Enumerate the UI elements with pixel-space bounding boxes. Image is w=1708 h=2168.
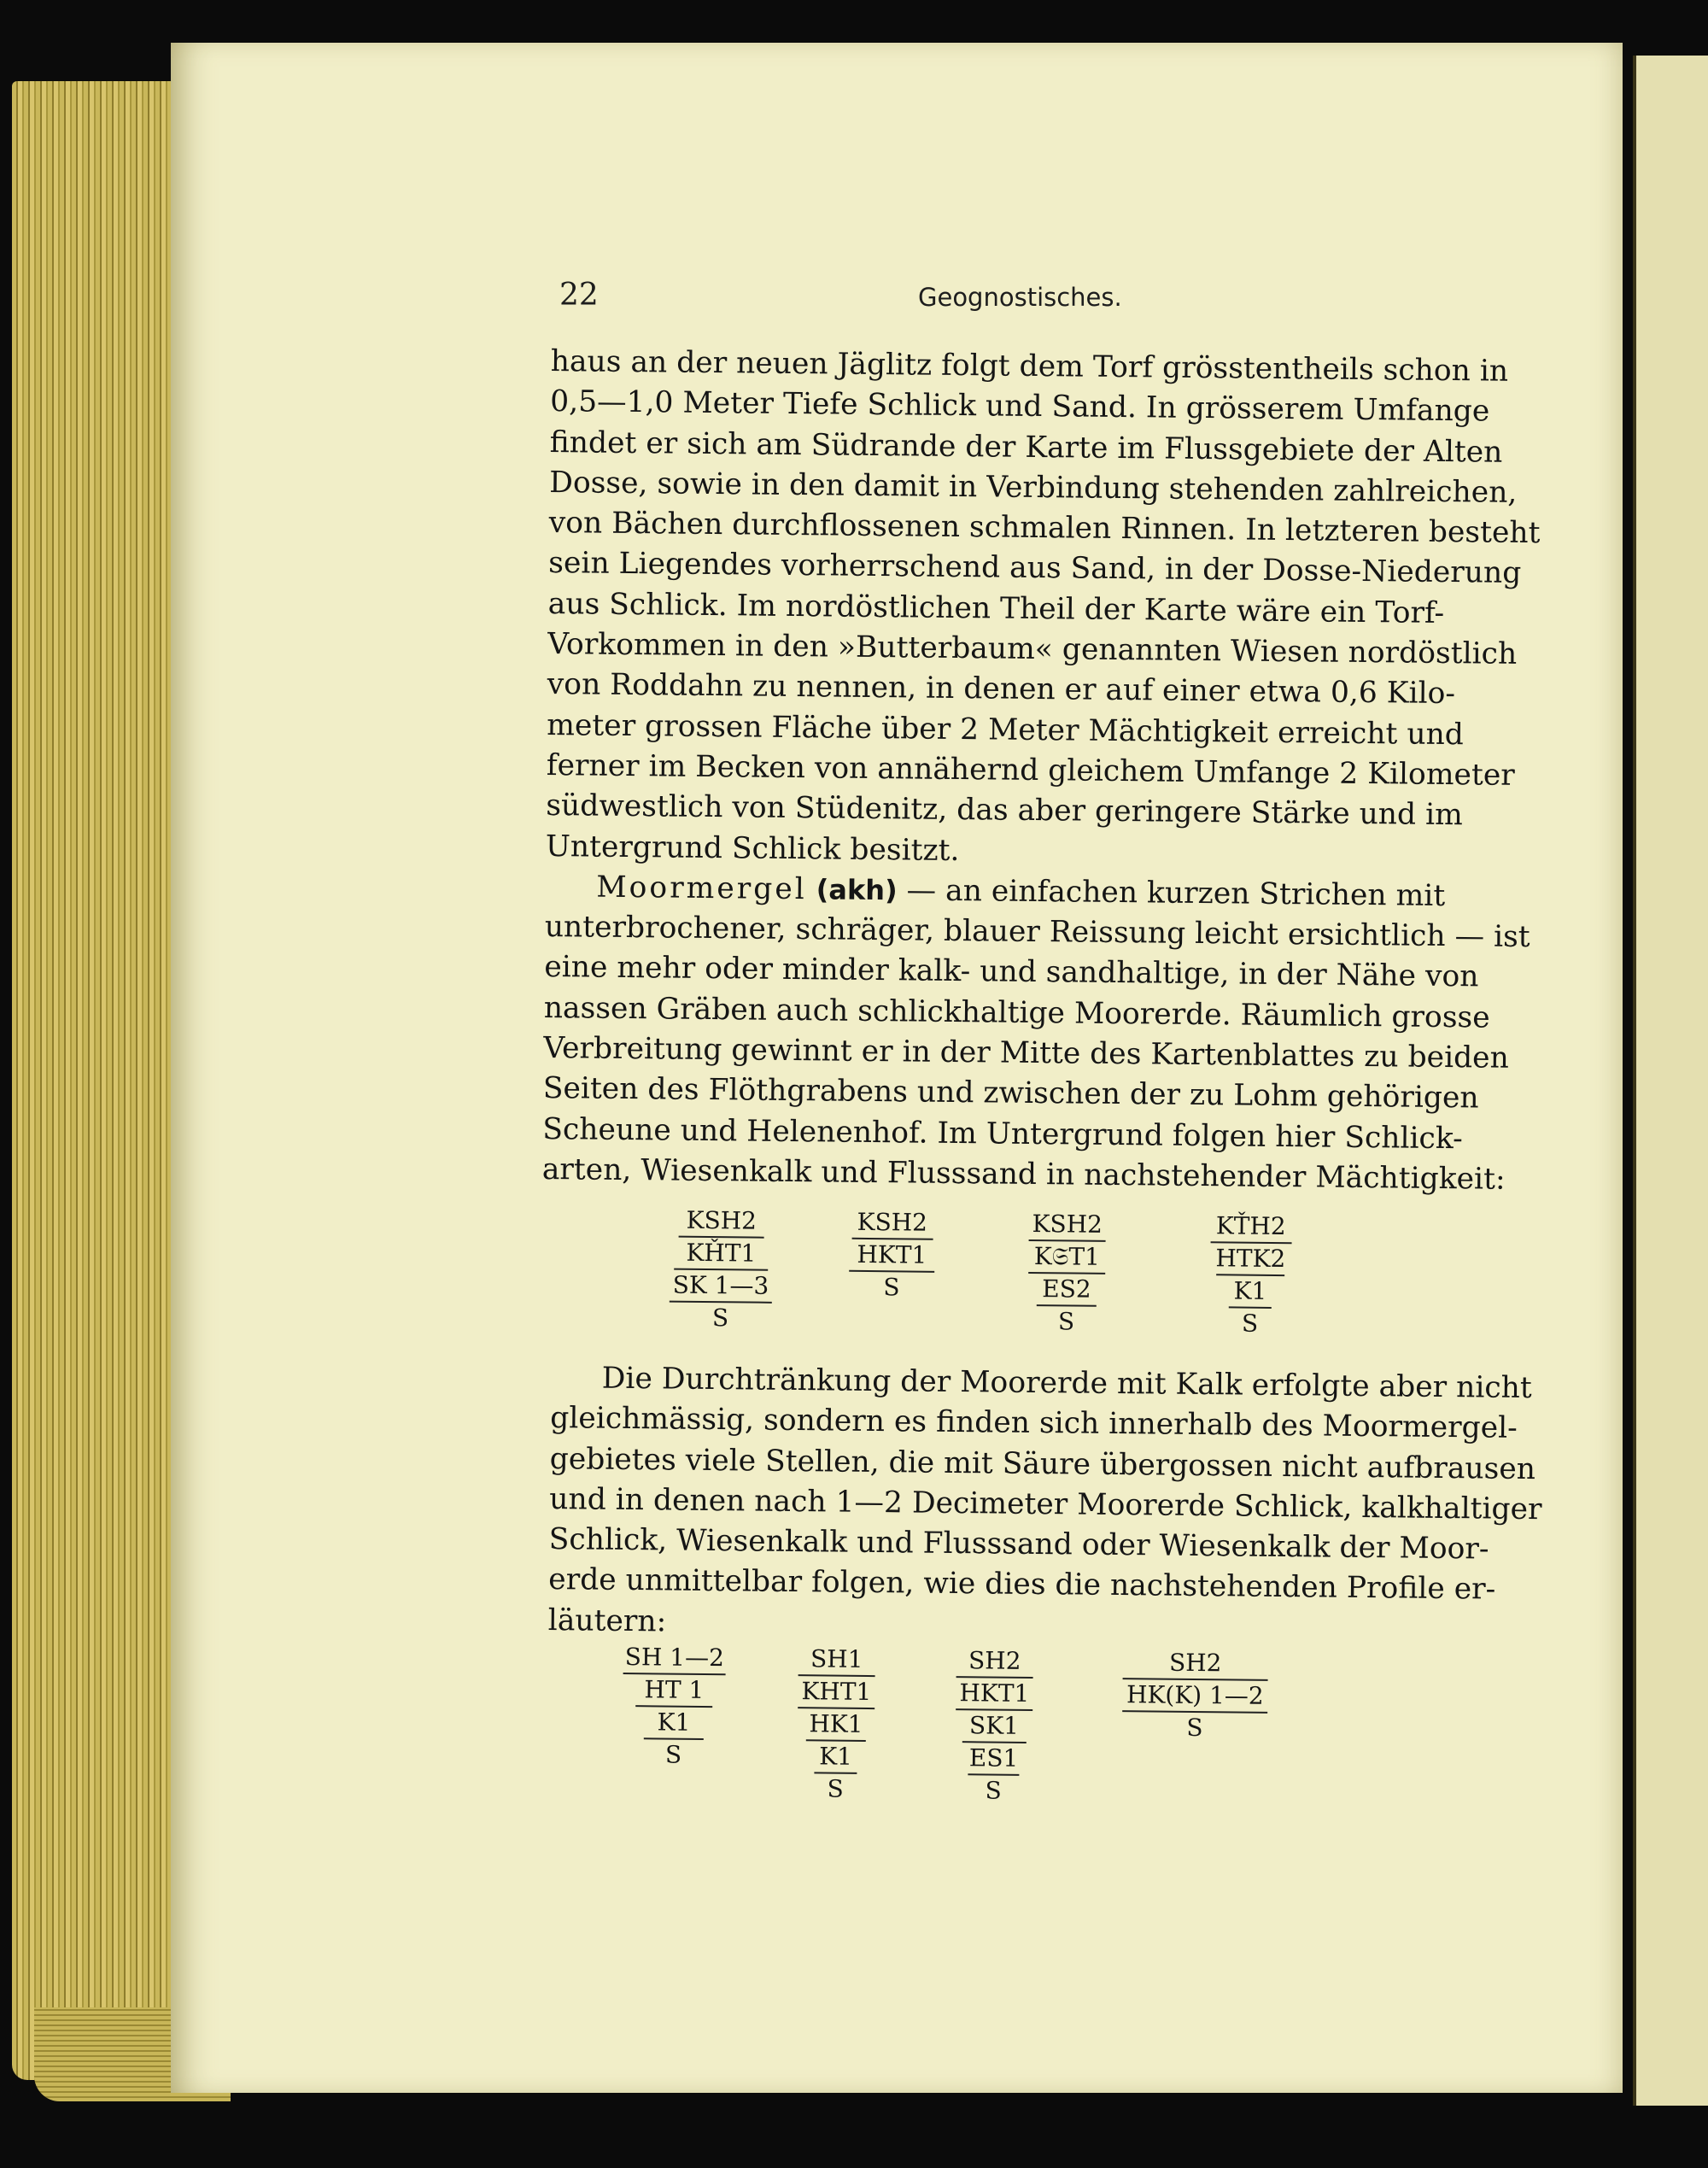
paragraph-moormergel: [541, 867, 1530, 1199]
profile-layer: KSH2: [1032, 1210, 1103, 1239]
profile-fraction: [617, 1642, 730, 1771]
profile-layer: HK1: [809, 1709, 863, 1738]
profile-layer: HK(K) 1—2: [1126, 1680, 1264, 1710]
text-line: 0,5—1,0 Meter Tiefe Schlick und Sand. In grösserem Umfange: [550, 384, 1490, 429]
text-line: nassen Gräben auch schlickhaltige Moorerde. Räumlich grosse: [543, 990, 1490, 1035]
profile-layer: SH 1—2: [624, 1643, 725, 1673]
text-line: sein Liegendes vorherrschend aus Sand, in der Dosse-Niederung: [548, 546, 1522, 591]
profile-layer: HKT1: [857, 1239, 927, 1269]
profile-group-2: [622, 1642, 1375, 1805]
text-block-bottom: [547, 1358, 1542, 1650]
profile-fraction: [664, 1205, 777, 1334]
profile-layer: SH1: [810, 1644, 863, 1673]
text-line: von Roddahn zu nennen, in denen er auf einer etwa 0,6 Kilo-: [547, 667, 1456, 712]
text-block-top: [541, 342, 1541, 1199]
text-line: Untergrund Schlick besitzt.: [545, 829, 960, 868]
text-line: eine mehr oder minder kalk- und sandhaltige, in der Nähe von: [544, 950, 1479, 994]
text-line: Schlick, Wiesenkalk und Flusssand oder Wiesenkalk der Moor-: [548, 1522, 1489, 1567]
text-line: arten, Wiesenkalk und Flusssand in nachstehender Mächtigkeit:: [541, 1151, 1506, 1197]
profile-fraction: [788, 1644, 884, 1805]
profile-fraction: [946, 1645, 1042, 1807]
text-line: meter grossen Fläche über 2 Meter Mächtigkeit erreicht und: [547, 707, 1465, 752]
profile-layer: K1: [1233, 1276, 1267, 1305]
text-line: Verbreitung gewinnt er in der Mitte des Kartenblattes zu beiden: [543, 1031, 1510, 1075]
text-run: — an einfachen kurzen Strichen mit: [897, 873, 1446, 913]
profile-layer: SK 1—3: [672, 1270, 769, 1300]
text-line: Vorkommen in den »Butterbaum« genannten Wiesen nordöstlich: [547, 627, 1518, 671]
text-line: aus Schlick. Im nordöstlichen Theil der Karte wäre ein Torf-: [547, 586, 1445, 630]
profile-group-1: [622, 1204, 1375, 1357]
text-line: gebietes viele Stellen, die mit Säure übergossen nicht aufbrausen: [549, 1441, 1536, 1486]
profile-layer: S: [664, 1740, 682, 1769]
profile-layer: ES2: [1042, 1274, 1091, 1304]
text-line: unterbrochener, schräger, blauer Reissung leicht ersichtlich — ist: [544, 910, 1530, 955]
profile-fraction: [1118, 1647, 1272, 1744]
profile-fraction: [1019, 1209, 1114, 1338]
page-number: 22: [559, 278, 599, 313]
text-line: erde unmittelbar folgen, wie dies die nachstehenden Profile er-: [548, 1562, 1496, 1608]
profile-layer: S: [1186, 1713, 1203, 1743]
facing-page-edge: [1633, 56, 1708, 2106]
text-line: Scheune und Helenenhof. Im Untergrund folgen hier Schlick-: [542, 1111, 1464, 1156]
profile-layer: HTK2: [1215, 1244, 1286, 1274]
profile-layer: KSH2: [857, 1207, 928, 1237]
profile-layer: S: [985, 1776, 1002, 1805]
profile-layer: ES1: [968, 1743, 1019, 1772]
profile-fraction: [1202, 1210, 1298, 1339]
profile-layer: KŤH2: [1215, 1211, 1286, 1241]
profile-layer: KHT1: [801, 1677, 872, 1707]
text-line: Dosse, sowie in den damit in Verbindung stehenden zahlreichen,: [549, 465, 1518, 510]
term-moormergel: Moormergel: [596, 870, 808, 907]
text-line: südwestlich von Stüdenitz, das aber geringere Stärke und im: [546, 788, 1464, 833]
profile-layer: K𝔖T1: [1033, 1242, 1101, 1271]
profile-layer: S: [1241, 1309, 1259, 1338]
profile-fraction: [845, 1207, 939, 1304]
paragraph-torf-continued: [545, 342, 1541, 876]
profile-layer: S: [711, 1304, 729, 1333]
profile-layer: K1: [819, 1742, 853, 1771]
text-line: haus an der neuen Jäglitz folgt dem Torf grösstentheils schon in: [550, 343, 1509, 389]
profile-layer: SK1: [968, 1711, 1020, 1740]
text-line: ferner im Becken von annähernd gleichem Umfange 2 Kilometer: [546, 747, 1515, 793]
profile-layer: SH2: [968, 1646, 1021, 1675]
running-title: Geognostisches.: [918, 283, 1122, 312]
profile-layer: HKT1: [959, 1679, 1030, 1708]
text-line: Seiten des Flöthgrabens und zwischen der zu Lohm gehörigen: [542, 1071, 1479, 1116]
text-line: und in denen nach 1—2 Decimeter Moorerde Schlick, kalkhaltiger: [549, 1481, 1542, 1527]
profile-layer: KȞT1: [686, 1238, 757, 1268]
text-line: findet er sich am Südrande der Karte im Flussgebiete der Alten: [549, 425, 1503, 470]
profile-layer: K1: [657, 1708, 691, 1737]
text-line: Die Durchtränkung der Moorerde mit Kalk erfolgte aber nicht: [601, 1361, 1532, 1406]
page-stack-edge: [12, 81, 183, 2080]
page-header: [559, 278, 1439, 320]
profile-layer: S: [883, 1273, 900, 1302]
map-symbol-akh: (akh): [816, 873, 898, 907]
profile-layer: S: [827, 1774, 844, 1803]
profile-layer: SH2: [1168, 1648, 1222, 1678]
text-line: läutern:: [547, 1603, 667, 1639]
profile-layer: S: [1057, 1307, 1075, 1336]
text-line: gleichmässig, sondern es finden sich innerhalb des Moormergel-: [550, 1401, 1518, 1446]
profile-layer: KSH2: [686, 1205, 757, 1235]
text-line: von Bächen durchflossenen schmalen Rinnen. In letzteren besteht: [548, 506, 1541, 551]
paragraph-durchtraenkung: [547, 1358, 1542, 1650]
profile-layer: HT 1: [644, 1675, 705, 1704]
